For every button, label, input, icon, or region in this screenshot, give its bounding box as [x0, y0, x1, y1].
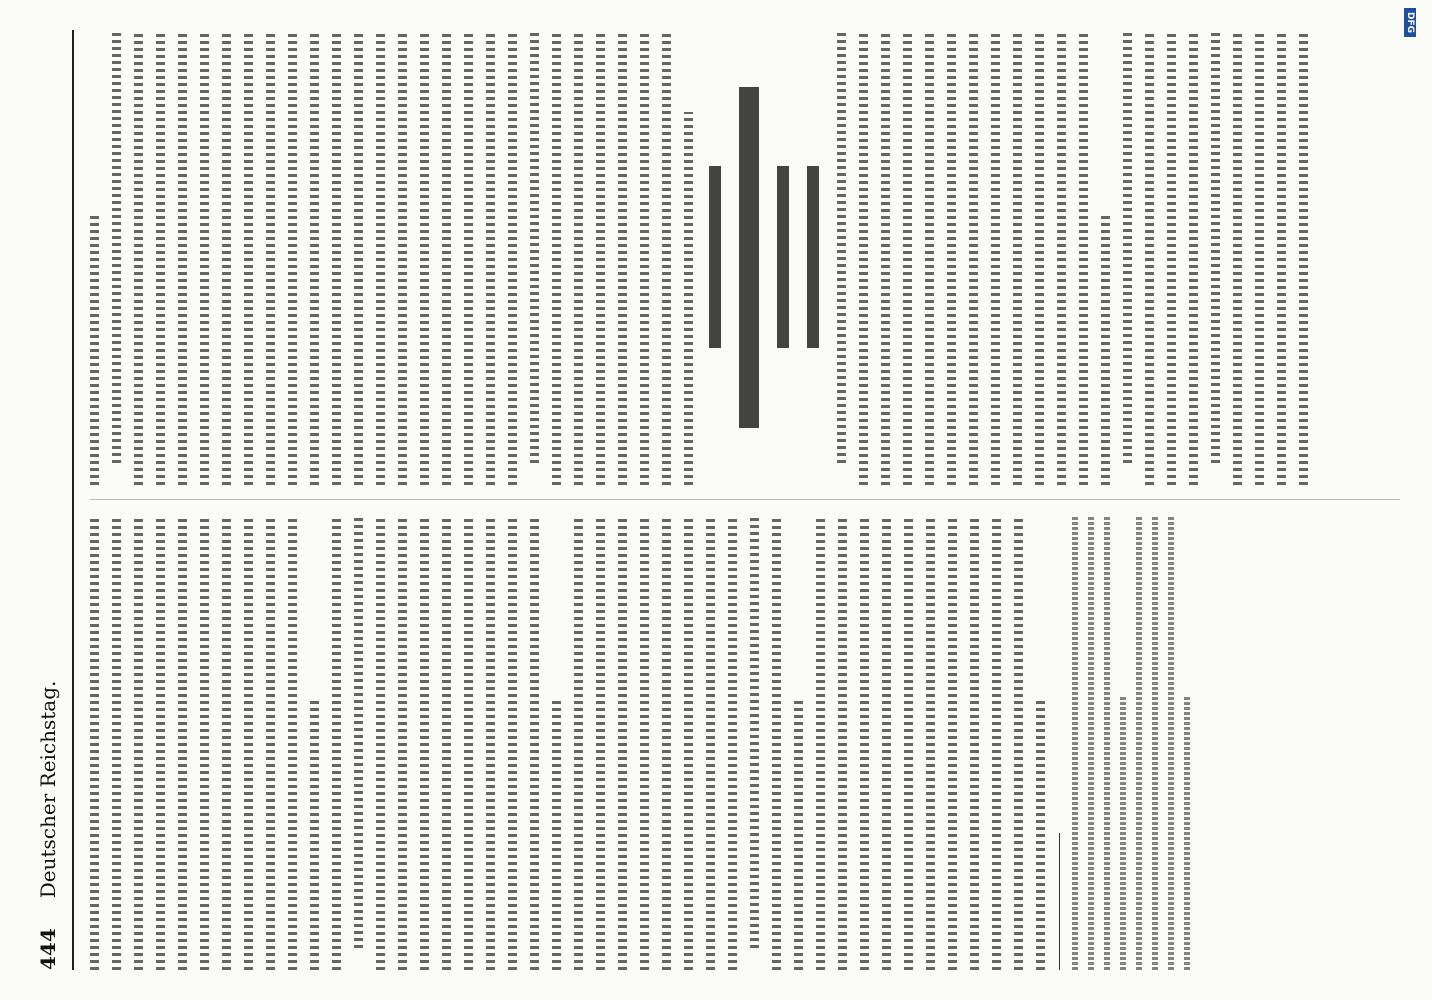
text-line — [596, 515, 605, 970]
text-line — [310, 697, 319, 970]
text-line — [464, 30, 473, 485]
text-line — [288, 30, 297, 485]
text-line — [662, 30, 671, 485]
text-line — [288, 515, 297, 970]
text-line — [1136, 515, 1142, 970]
text-line — [156, 515, 165, 970]
text-line — [948, 515, 957, 970]
text-line — [618, 30, 627, 485]
left-column — [90, 515, 1400, 970]
text-line — [442, 30, 451, 485]
text-line — [244, 515, 253, 970]
text-line — [1233, 30, 1242, 485]
text-line — [222, 30, 231, 485]
text-line — [442, 515, 451, 970]
text-line — [200, 515, 209, 970]
text-line — [486, 515, 495, 970]
left-column-text — [90, 515, 1045, 970]
text-line — [508, 515, 517, 970]
header-rule — [72, 30, 74, 970]
text-line — [90, 515, 99, 970]
text-line — [859, 30, 868, 485]
footnote-rule — [1059, 834, 1060, 971]
text-line — [244, 30, 253, 485]
text-line — [640, 30, 649, 485]
text-line — [991, 30, 1000, 485]
text-line — [574, 30, 583, 485]
text-line — [1088, 515, 1094, 970]
text-line — [1101, 212, 1110, 485]
text-line — [1145, 30, 1154, 485]
text-line — [332, 515, 341, 970]
text-line — [1168, 515, 1174, 970]
text-line — [266, 30, 275, 485]
text-line — [684, 112, 693, 485]
text-line — [970, 515, 979, 970]
text-line — [1299, 30, 1308, 485]
right-column — [90, 30, 1400, 485]
text-line — [1072, 515, 1078, 970]
page-number: 444 — [36, 928, 60, 970]
column-divider — [90, 499, 1400, 500]
text-line — [310, 30, 319, 485]
text-line — [398, 515, 407, 970]
text-line — [178, 515, 187, 970]
digitization-credit — [1395, 0, 1425, 1000]
text-line — [925, 30, 934, 485]
text-line — [420, 515, 429, 970]
text-line — [1184, 697, 1190, 970]
text-line — [1120, 697, 1126, 970]
text-line — [112, 515, 121, 970]
text-line — [662, 515, 671, 970]
text-line — [992, 515, 1001, 970]
text-line — [178, 30, 187, 485]
text-line — [596, 30, 605, 485]
text-line — [860, 515, 869, 970]
text-line — [926, 515, 935, 970]
text-line — [552, 697, 561, 970]
section-heading — [709, 167, 721, 349]
text-line — [838, 515, 847, 970]
text-line — [464, 515, 473, 970]
text-line — [134, 515, 143, 970]
section-heading — [739, 87, 759, 428]
text-line — [728, 515, 737, 970]
text-line — [90, 212, 99, 485]
text-line — [837, 30, 846, 463]
text-line — [508, 30, 517, 485]
text-line — [904, 515, 913, 970]
dfg-logo: DFG — [1404, 8, 1416, 37]
text-line — [684, 515, 693, 970]
text-line — [969, 30, 978, 485]
text-line — [200, 30, 209, 485]
text-line — [882, 515, 891, 970]
text-line — [947, 30, 956, 485]
text-line — [1057, 30, 1066, 485]
text-line — [1035, 30, 1044, 485]
right-column-text — [90, 30, 1308, 485]
text-line — [1104, 515, 1110, 970]
text-line — [530, 30, 539, 463]
text-line — [222, 515, 231, 970]
text-line — [420, 30, 429, 485]
text-line — [1036, 697, 1045, 970]
text-line — [112, 30, 121, 463]
text-line — [1123, 30, 1132, 463]
text-line — [750, 515, 759, 948]
text-line — [354, 30, 363, 485]
text-line — [772, 515, 781, 970]
text-line — [530, 515, 539, 970]
section-heading — [807, 167, 819, 349]
footnotes — [1072, 515, 1190, 970]
text-line — [794, 697, 803, 970]
page-header — [28, 30, 68, 970]
text-line — [816, 515, 825, 970]
text-line — [376, 515, 385, 970]
text-line — [1277, 30, 1286, 485]
text-line — [486, 30, 495, 485]
text-line — [706, 515, 715, 970]
text-line — [1255, 30, 1264, 485]
text-line — [552, 30, 561, 485]
text-line — [1189, 30, 1198, 485]
text-line — [376, 30, 385, 485]
text-line — [881, 30, 890, 485]
section-heading — [777, 167, 789, 349]
text-line — [266, 515, 275, 970]
text-line — [618, 515, 627, 970]
text-line — [1079, 30, 1088, 485]
text-line — [354, 515, 363, 948]
text-line — [1152, 515, 1158, 970]
text-line — [134, 30, 143, 485]
text-line — [1013, 30, 1022, 485]
text-line — [1211, 30, 1220, 463]
text-line — [156, 30, 165, 485]
header-title: Deutscher Reichstag. — [36, 680, 60, 899]
text-line — [640, 515, 649, 970]
text-line — [398, 30, 407, 485]
text-line — [332, 30, 341, 485]
text-line — [574, 515, 583, 970]
text-line — [1167, 30, 1176, 485]
text-line — [1014, 515, 1023, 970]
text-line — [903, 30, 912, 485]
